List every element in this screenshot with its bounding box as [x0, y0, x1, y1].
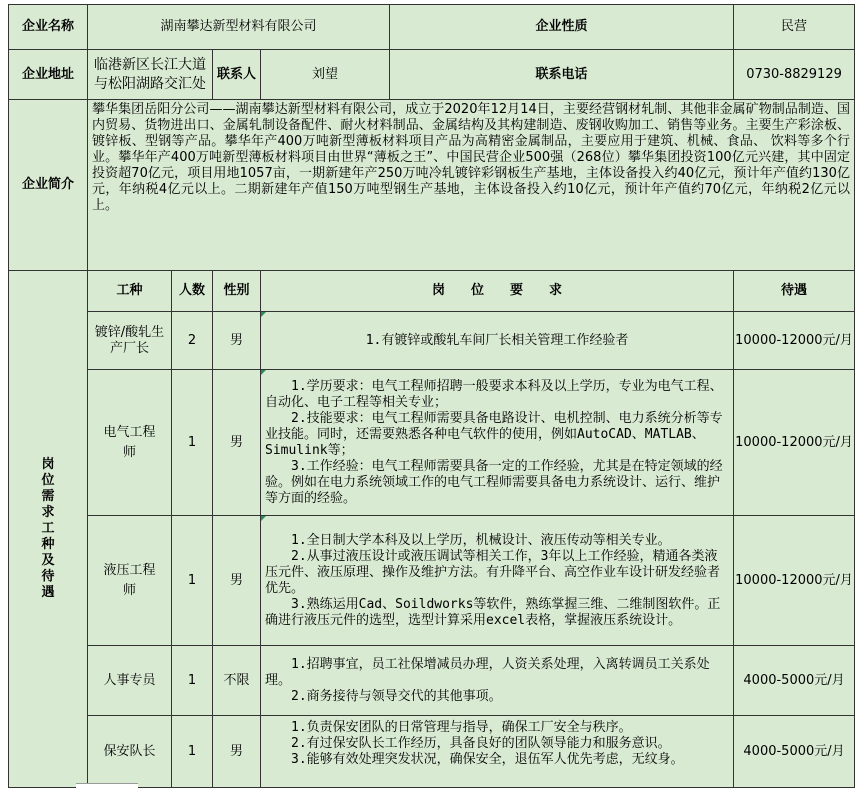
- company-name: 湖南攀达新型材料有限公司: [88, 5, 390, 50]
- job-salary: 10000-12000元/月: [734, 312, 855, 370]
- phone-number: 0730-8829129: [734, 50, 855, 100]
- column-header-type: 工种: [88, 271, 172, 312]
- contact-label: 联系人: [213, 50, 261, 100]
- job-gender: 男: [213, 312, 261, 370]
- job-type: 保安队长: [88, 716, 172, 788]
- job-requirements: 1.负责保安团队的日常管理与指导，确保工厂安全与秩序。 2.有过保安队长工作经历，具备良好的团队领导能力和服务意识。 3.能够有效处理突发状况，确保安全，退伍军人优先考虑，无纹身。: [261, 716, 734, 788]
- table-row: [9, 646, 855, 716]
- table-row: [9, 716, 855, 788]
- contact-name: 刘望: [261, 50, 390, 100]
- job-salary: 10000-12000元/月: [734, 516, 855, 646]
- company-name-label: 企业名称: [9, 5, 88, 50]
- table-row: [9, 312, 855, 370]
- job-salary: 10000-12000元/月: [734, 370, 855, 516]
- job-requirements: 1.学历要求：电气工程师招聘一般要求本科及以上学历，专业为电气工程、自动化、电子工程等相关专业； 2.技能要求：电气工程师需要具备电路设计、电机控制、电力系统分析等专业技能。同时，还需要熟悉各种电气软件的使用，例如AutoCAD、MATLAB、Simulink等； 3.工作经验：电气工程师需要具备一定的工作经验，尤其是在特定领域的经验。例如在电力系统领域工作的电气工程师需要具备电力系统设计、运行、维护等方面的经验。: [261, 370, 734, 516]
- job-requirements: 1.有镀锌或酸轧车间厂长相关管理工作经验者: [261, 312, 734, 370]
- job-type: 人事专员: [88, 646, 172, 716]
- jobs-section-label: 岗 位 需 求 工 种 及 待 遇: [9, 271, 88, 788]
- table-row: [9, 516, 855, 646]
- job-count: 1: [172, 716, 213, 788]
- job-salary: 4000-5000元/月: [734, 716, 855, 788]
- job-gender: 男: [213, 516, 261, 646]
- company-address: 临港新区长江大道与松阳湖路交汇处: [88, 50, 213, 100]
- column-header-requirements: 岗 位 要 求: [261, 271, 734, 312]
- job-requirements: 1.招聘事宜，员工社保增减员办理，人资关系处理，入离转调员工关系处理。 2.商务接待与领导交代的其他事项。: [261, 646, 734, 716]
- job-gender: 男: [213, 716, 261, 788]
- job-type: 液压工程师: [88, 516, 172, 646]
- sheet-tab[interactable]: [76, 783, 138, 788]
- job-gender: 男: [213, 370, 261, 516]
- company-intro: 攀华集团岳阳分公司——湖南攀达新型材料有限公司，成立于2020年12月14日，主要经营钢材轧制、其他非金属矿物制品制造、国内贸易、货物进出口、金属轧制设备配件、耐火材料制品、金属结构及其构建制造、废钢收购加工、销售等业务。主要生产彩涂板、镀锌板、型钢等产品。攀华年产400万吨新型薄板材料项目产品为高精密金属制品，主要应用于建筑、机械、食品、 饮料等多个行业。攀华年产400万吨新型薄板材料项目由世界“薄板之王”、中国民营企业500强（268位）攀华集团投资100亿元兴建，其中固定投资超70亿元，项目用地1057亩，一期新建年产250万吨冷轧镀锌彩钢板生产基地，主体设备投入约40亿元，预计年产值约130亿元，年纳税4亿元以上。二期新建年产值150万吨型钢生产基地，主体设备投入约10亿元，预计年产值约70亿元，年纳税2亿元以上。: [88, 100, 855, 271]
- job-gender: 不限: [213, 646, 261, 716]
- job-type: 电气工程师: [88, 370, 172, 516]
- phone-label: 联系电话: [390, 50, 734, 100]
- column-header-salary: 待遇: [734, 271, 855, 312]
- company-intro-label: 企业简介: [9, 100, 88, 271]
- job-type: 镀锌/酸轧生产厂长: [88, 312, 172, 370]
- job-count: 1: [172, 370, 213, 516]
- company-nature-label: 企业性质: [390, 5, 734, 50]
- job-count: 1: [172, 516, 213, 646]
- job-count: 1: [172, 646, 213, 716]
- company-address-label: 企业地址: [9, 50, 88, 100]
- job-requirements: 1.全日制大学本科及以上学历，机械设计、液压传动等相关专业。 2.从事过液压设计或液压调试等相关工作，3年以上工作经验，精通各类液压元件、液压原理、操作及维护方法。有升降平台、高空作业车设计研发经验者优先。 3.熟练运用Cad、Soildworks等软件，熟练掌握三维、二维制图软件。正确进行液压元件的选型，选型计算采用excel表格，掌握液压系统设计。: [261, 516, 734, 646]
- job-salary: 4000-5000元/月: [734, 646, 855, 716]
- column-header-count: 人数: [172, 271, 213, 312]
- job-count: 2: [172, 312, 213, 370]
- company-nature: 民营: [734, 5, 855, 50]
- company-recruitment-table: [8, 4, 855, 788]
- table-row: [9, 370, 855, 516]
- column-header-gender: 性别: [213, 271, 261, 312]
